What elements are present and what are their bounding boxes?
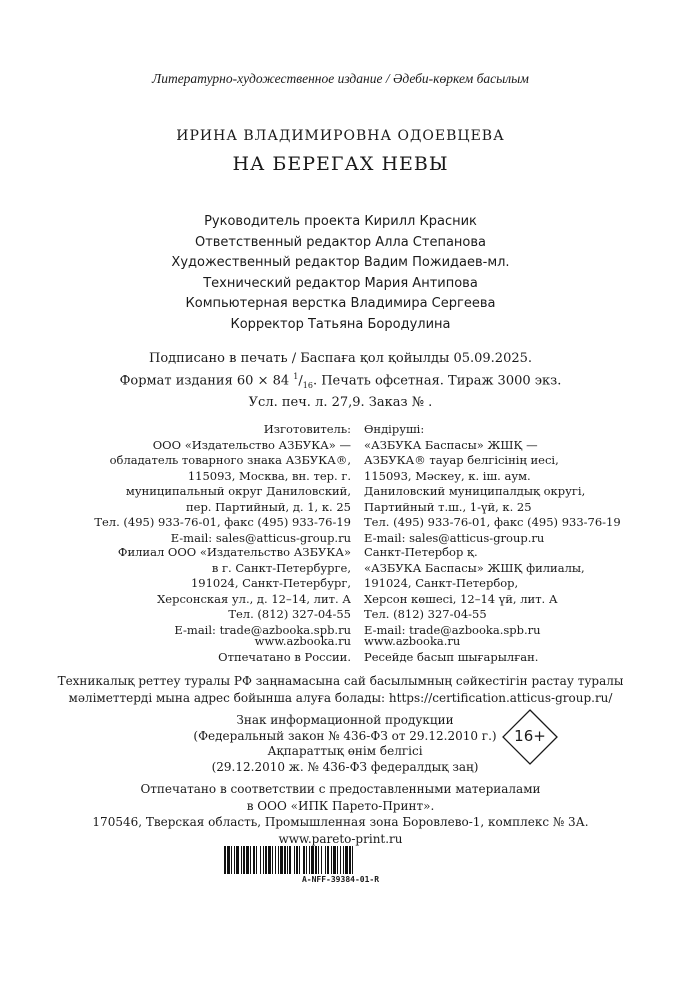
printer-line: в ООО «ИПК Парето-Принт».: [246, 798, 435, 813]
credit-line: Ответственный редактор Алла Степанова: [194, 234, 487, 250]
manufacturer-ru-line: ООО «Издательство АЗБУКА» —: [152, 437, 351, 452]
printer-line: Отпечатано в соответствии с предоставленными материалами: [140, 782, 541, 796]
credit-line: Художественный редактор Вадим Пожидаев-мл.: [171, 255, 510, 270]
manufacturer-kz-line: 115093, Мәскеу, к. іш. аум.: [364, 468, 531, 483]
credits-list: [0, 212, 681, 335]
printed-in-russia-kz: Ресейде басып шығарылған.: [364, 649, 539, 664]
signed-line: Подписано в печать / Баспаға қол қойылды 05.09.2025.: [148, 351, 533, 366]
barcode-bar: [250, 846, 251, 874]
barcode-bar: [337, 846, 338, 874]
barcode-bar: [296, 846, 298, 874]
info-product-sign: [190, 713, 500, 775]
manufacturer-kz: [364, 422, 621, 546]
info-sign-line: Знак информационной продукции: [236, 713, 454, 727]
manufacturer-ru-line: 115093, Москва, вн. тер. г.: [187, 468, 351, 483]
barcode-bar: [236, 846, 239, 874]
barcode-bar: [246, 846, 249, 874]
sheets-line: Усл. печ. л. 27,9. Заказ № .: [248, 394, 433, 410]
barcode-bar: [349, 846, 351, 874]
website-link[interactable]: www.azbooka.ru: [364, 634, 461, 648]
branch-ru: [118, 545, 351, 638]
barcode-bar: [294, 846, 295, 874]
printer-info: [0, 781, 681, 847]
barcode-bar: [306, 846, 307, 874]
manufacturer-kz-line: Өндіруші:: [364, 422, 425, 436]
format-fraction-numerator: 1: [293, 371, 299, 381]
branch-kz-line: Тел. (812) 327-04-55: [364, 607, 487, 621]
printed-in-russia: Отпечатано в России.: [218, 649, 351, 664]
credit-line: Технический редактор Мария Антипова: [203, 275, 478, 291]
tech-regulation-line: Техникалық реттеу туралы РФ заңнамасына сай басылымның сәйкестігін растау туралы: [57, 674, 624, 688]
barcode-bar: [327, 846, 329, 874]
barcode-bar: [340, 846, 341, 874]
barcode-bar: [243, 846, 245, 874]
barcode-bar: [299, 846, 300, 874]
branch-kz-line: «АЗБУКА Баспасы» ЖШҚ филиалы,: [364, 560, 585, 575]
barcode-bar: [241, 846, 242, 874]
barcode-bar: [345, 846, 348, 874]
barcode-bar: [265, 846, 267, 874]
edition-type: Литературно-художественное издание / Әдеби-көркем басылым: [152, 71, 529, 86]
barcode-bar: [315, 846, 317, 874]
website-link[interactable]: www.azbooka.ru: [254, 634, 351, 648]
barcode-bar: [280, 846, 283, 874]
manufacturer-ru-line: Изготовитель:: [263, 422, 351, 436]
manufacturer-kz-line: Даниловский муниципалдық округі,: [364, 484, 586, 498]
barcode-bar: [331, 846, 332, 874]
branch-kz-line: E-mail: trade@azbooka.spb.ru: [364, 622, 541, 637]
barcode-bar: [289, 846, 291, 874]
barcode-bar: [318, 846, 319, 874]
book-title: НА БЕРЕГАХ НЕВЫ: [232, 153, 449, 175]
manufacturer-kz-line: Партийный т.ш., 1-үй, к. 25: [364, 499, 532, 514]
barcode-bar: [303, 846, 305, 874]
format-suffix: . Печать офсетная. Тираж 3000 экз.: [312, 372, 562, 388]
manufacturer-kz-line: АЗБУКА® тауар белгісінің иесі,: [364, 453, 559, 467]
web-kz: [364, 634, 538, 665]
format-fraction-denominator: 16: [302, 380, 313, 390]
manufacturer-ru-line: обладатель товарного знака АЗБУКА®,: [109, 453, 351, 467]
manufacturer-kz-line: E-mail: sales@atticus-group.ru: [364, 530, 545, 545]
branch-ru-line: 191024, Санкт-Петербург,: [190, 576, 351, 590]
branch-ru-line: в г. Санкт-Петербурге,: [211, 560, 351, 575]
barcode-bar: [253, 846, 255, 874]
tech-regulation: [0, 673, 681, 707]
barcode-bar: [352, 846, 353, 874]
format-prefix: Формат издания 60 × 84: [119, 372, 294, 388]
credit-line: Корректор Татьяна Бородулина: [230, 316, 451, 332]
barcode-bar: [231, 846, 232, 874]
print-info: [0, 350, 681, 411]
barcode-bar: [311, 846, 314, 874]
barcode-bar: [263, 846, 264, 874]
barcode-bar: [272, 846, 273, 874]
tech-regulation-line: мәліметтерді мына адрес бойынша алуға болады: https://certification.atticus-group.ru/: [68, 691, 613, 705]
branch-kz: [364, 545, 585, 638]
branch-kz-line: Санкт-Петербор қ.: [364, 545, 478, 559]
age-rating-badge: [502, 709, 558, 765]
format-line: Формат издания 60 × 84 $^1/_{16}$. Печать офсетная. Тираж 3000 экз.: [119, 371, 562, 390]
manufacturer-ru: [94, 422, 351, 546]
barcode-bar: [256, 846, 257, 874]
manufacturer-ru-line: E-mail: sales@atticus-group.ru: [170, 530, 351, 545]
age-rating-text: 16+: [514, 727, 546, 745]
credit-line: Компьютерная верстка Владимира Сергеева: [185, 296, 496, 311]
info-sign-line: Ақпараттық өнім белгісі: [267, 744, 423, 758]
barcode-bar: [275, 846, 276, 874]
branch-ru-line: Херсонская ул., д. 12–14, лит. А: [157, 591, 351, 606]
credit-line: Руководитель проекта Кирилл Красник: [204, 214, 477, 229]
barcode: [224, 846, 458, 874]
barcode-code: A-NFF-39384-01-R: [301, 875, 380, 884]
barcode-bar: [343, 846, 344, 874]
manufacturer-ru-line: пер. Партийный, д. 1, к. 25: [185, 499, 351, 514]
barcode-bar: [268, 846, 271, 874]
branch-kz-line: 191024, Санкт-Петербор,: [364, 576, 519, 590]
printer-line: 170546, Тверская область, Промышленная зона Боровлево-1, комплекс № 3А.: [92, 815, 589, 829]
branch-ru-line: Филиал ООО «Издательство АЗБУКА»: [117, 545, 351, 559]
barcode-bar: [234, 846, 235, 874]
barcode-bar: [224, 846, 226, 874]
manufacturer-ru-line: муниципальный округ Даниловский,: [125, 484, 351, 498]
branch-ru-line: E-mail: trade@azbooka.spb.ru: [174, 622, 351, 637]
manufacturer-kz-line: «АЗБУКА Баспасы» ЖШҚ —: [364, 437, 538, 452]
barcode-bar: [287, 846, 288, 874]
branch-kz-line: Херсон көшесі, 12–14 үй, лит. А: [364, 591, 558, 606]
barcode-bar: [321, 846, 322, 874]
branch-ru-line: Тел. (812) 327-04-55: [228, 607, 351, 621]
printer-website[interactable]: www.pareto-print.ru: [278, 831, 403, 846]
barcode-bar: [227, 846, 230, 874]
info-sign-line: (Федеральный закон № 436-ФЗ от 29.12.2010 г.): [193, 728, 497, 743]
web-ru: [218, 634, 351, 665]
barcode-bar: [325, 846, 326, 874]
barcode-bar: [333, 846, 336, 874]
barcode-bar: [278, 846, 279, 874]
barcode-bar: [284, 846, 286, 874]
barcode-bar: [260, 846, 261, 874]
manufacturer-ru-line: Тел. (495) 933-76-01, факс (495) 933-76-19: [94, 515, 351, 529]
info-sign-line: (29.12.2010 ж. № 436-ФЗ федералдық заң): [211, 759, 479, 774]
book-author: ИРИНА ВЛАДИМИРОВНА ОДОЕВЦЕВА: [176, 128, 505, 144]
manufacturer-kz-line: Тел. (495) 933-76-01, факс (495) 933-76-19: [364, 515, 621, 529]
barcode-bar: [309, 846, 310, 874]
